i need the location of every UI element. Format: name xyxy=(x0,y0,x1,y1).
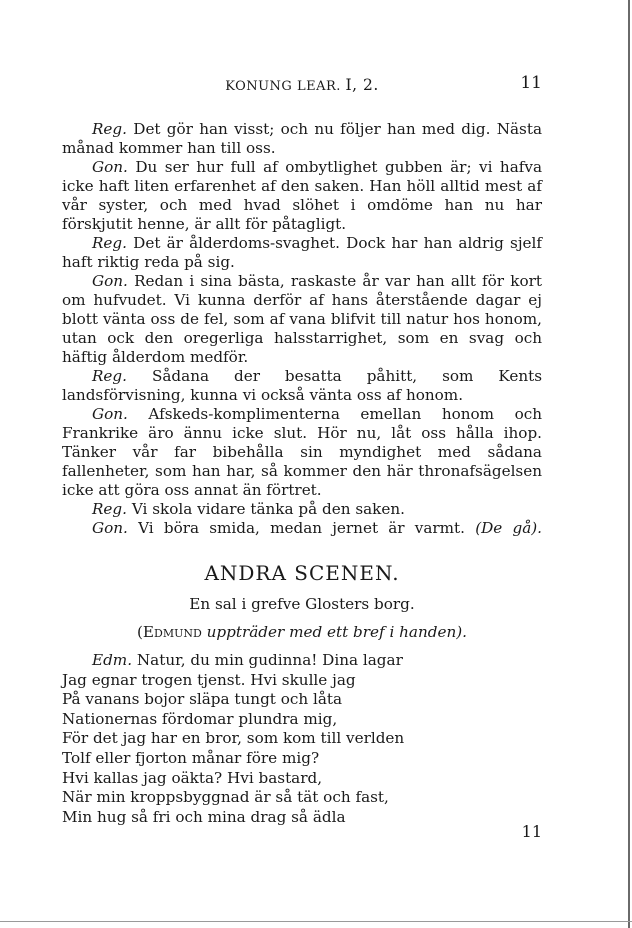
speaker-name: Reg. xyxy=(92,367,127,385)
verse-line: På vanans bojor släpa tungt och låta xyxy=(62,690,343,709)
scene-setting: En sal i grefve Glosters borg. xyxy=(189,595,415,613)
speech xyxy=(62,405,542,500)
verse-speech xyxy=(62,651,542,827)
speech-text: Sådana der besatta påhitt, som Kents landsförvisning, kunna vi också vänta oss af honom. xyxy=(62,367,542,404)
speaker-name: Edm. xyxy=(92,651,133,669)
page-number: 11 xyxy=(520,73,542,93)
speaker-name: Gon. xyxy=(92,158,128,176)
scan-edge-bottom xyxy=(0,921,632,922)
speech-text: Du ser hur full af ombytlighet gubben är; vi hafva icke haft liten erfarenhet af den saken. Han höll alltid mest af vår syster, och med hvad slöhet i omdöme han nu har förskjutit henne, är allt för påtagligt. xyxy=(62,158,543,233)
verse-line: För det jag har en bror, som kom till verlden xyxy=(62,729,405,748)
act-scene: I, 2. xyxy=(345,76,379,94)
page-header xyxy=(62,74,542,96)
scene-title: ANDRA SCENEN. xyxy=(204,561,400,585)
verse-line: Tolf eller fjorton månar före mig? xyxy=(62,748,320,767)
speaker-name: Gon. xyxy=(92,272,128,290)
verse-line: Hvi kallas jag oäkta? Hvi bastard, xyxy=(62,768,323,787)
speech-text: Vi skola vidare tänka på den saken. xyxy=(131,500,405,518)
speech xyxy=(62,519,542,538)
speaker-name: Reg. xyxy=(92,234,127,252)
paren-open: ( xyxy=(136,623,143,641)
running-head xyxy=(62,73,542,96)
verse-line: Min hug så fri och mina drag så ädla xyxy=(62,807,346,826)
speech xyxy=(62,500,542,519)
verse-line: När min kroppsbyggnad är så tät och fast, xyxy=(62,788,389,807)
speech-text: Det gör han visst; och nu följer han med dig. Nästa månad kommer han till oss. xyxy=(62,120,542,157)
speech-text: Vi böra smida, medan jernet är varmt. xyxy=(138,519,465,537)
verse-line xyxy=(62,651,542,671)
speech-text: Afskeds-komplimenterna emellan honom och Frankrike äro ännu icke slut. Hör nu, låt oss hålla ihop. Tänker vår far bibehålla sin myndighet med sådana fallenheter, som han har, så kommer den här thronafsägelsen icke att göra oss annat än förtret. xyxy=(62,405,542,499)
verse-line-text: Natur, du min gudinna! Dina lagar xyxy=(136,651,403,669)
scan-edge-right xyxy=(628,0,630,928)
stage-direction-entrance xyxy=(62,623,542,642)
speaker-name: Reg. xyxy=(92,500,127,518)
speaker-name: Gon. xyxy=(92,405,128,423)
speech xyxy=(62,120,542,158)
stage-direction: (De gå). xyxy=(475,519,543,537)
character-name: Edmund xyxy=(142,623,202,641)
speech xyxy=(62,158,542,234)
speech xyxy=(62,367,542,405)
running-title: KONUNG LEAR. xyxy=(225,79,341,94)
speech xyxy=(62,234,542,272)
entrance-action: uppträder med ett bref i handen). xyxy=(206,623,468,641)
verse-line: Jag egnar trogen tjenst. Hvi skulle jag xyxy=(62,670,356,689)
signature-number: 11 xyxy=(521,822,542,841)
speaker-name: Reg. xyxy=(92,120,127,138)
speech-text: Det är ålderdoms-svaghet. Dock har han aldrig sjelf haft riktig reda på sig. xyxy=(62,234,542,271)
verse-line: Nationernas fördomar plundra mig, xyxy=(62,709,338,728)
dialogue xyxy=(62,120,542,538)
book-page xyxy=(62,73,543,841)
speaker-name: Gon. xyxy=(92,519,128,537)
speech xyxy=(62,272,542,367)
speech-text: Redan i sina bästa, raskaste år var han allt för kort om hufvudet. Vi kunna derför af hans återstående dagar ej blott vänta oss de fel, som af vana blifvit till natur hos honom, utan ock den oregerliga halsstarrighet, som en svag och häftig ålderdom medför. xyxy=(62,272,542,366)
